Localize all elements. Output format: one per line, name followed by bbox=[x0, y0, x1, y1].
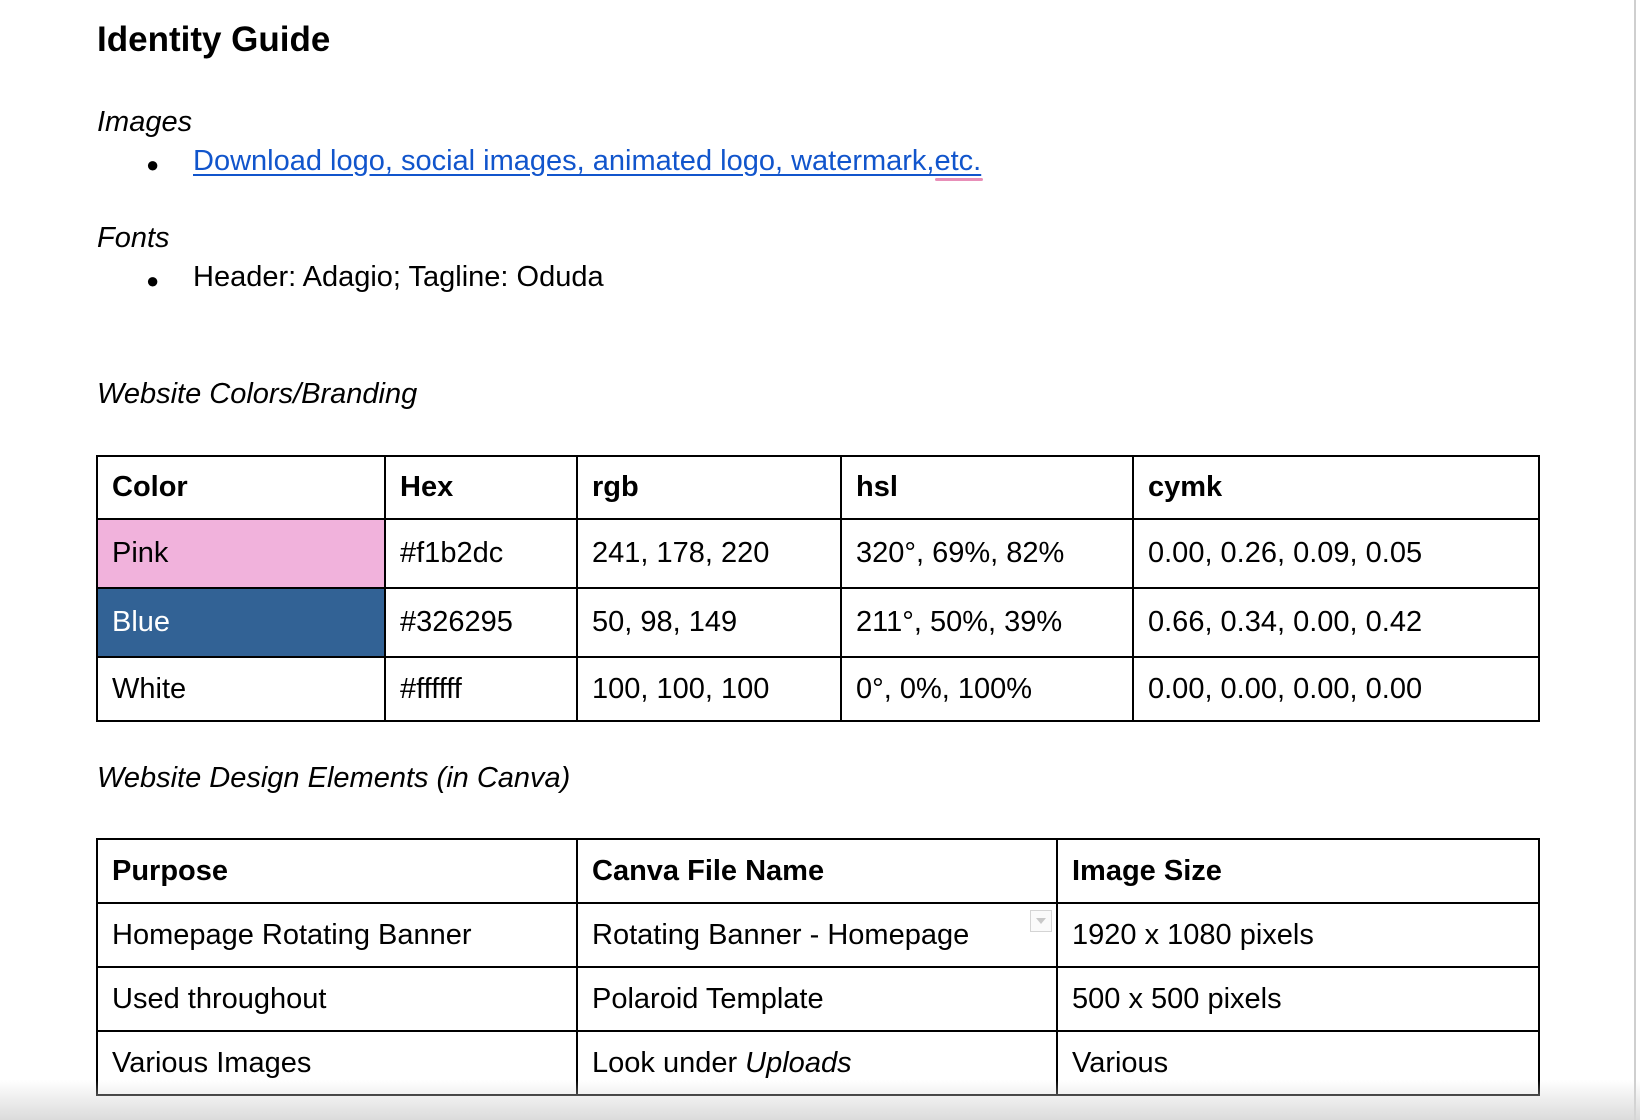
color-swatch-cell[interactable]: Blue bbox=[97, 588, 385, 657]
table-cell[interactable]: Various Images bbox=[97, 1031, 577, 1095]
table-row bbox=[97, 903, 1539, 967]
table-cell[interactable]: #326295 bbox=[385, 588, 577, 657]
header-cell[interactable]: Image Size bbox=[1057, 839, 1539, 903]
table-cell[interactable]: 0.66, 0.34, 0.00, 0.42 bbox=[1133, 588, 1539, 657]
table-row bbox=[97, 657, 1539, 721]
header-cell[interactable]: Canva File Name bbox=[577, 839, 1057, 903]
design-elements-table bbox=[96, 838, 1540, 1096]
colors-section-label: Website Colors/Branding bbox=[97, 378, 418, 410]
table-cell[interactable]: Polaroid Template bbox=[577, 967, 1057, 1031]
table-cell[interactable]: #ffffff bbox=[385, 657, 577, 721]
bullet-icon: ● bbox=[146, 152, 160, 177]
images-section-label: Images bbox=[97, 106, 193, 138]
table-cell[interactable]: 100, 100, 100 bbox=[577, 657, 841, 721]
spellcheck-underline bbox=[935, 178, 983, 181]
table-cell[interactable]: 50, 98, 149 bbox=[577, 588, 841, 657]
header-cell[interactable]: rgb bbox=[577, 456, 841, 519]
table-cell[interactable]: 241, 178, 220 bbox=[577, 519, 841, 588]
header-cell[interactable]: Color bbox=[97, 456, 385, 519]
table-cell[interactable]: Used throughout bbox=[97, 967, 577, 1031]
table-header-row bbox=[97, 456, 1539, 519]
table-cell[interactable]: Homepage Rotating Banner bbox=[97, 903, 577, 967]
bullet-icon: ● bbox=[146, 268, 160, 293]
header-cell[interactable]: cymk bbox=[1133, 456, 1539, 519]
fonts-list-item: Header: Adagio; Tagline: Oduda bbox=[193, 261, 604, 293]
header-cell[interactable]: Purpose bbox=[97, 839, 577, 903]
header-cell[interactable]: Hex bbox=[385, 456, 577, 519]
fonts-section-label: Fonts bbox=[97, 222, 170, 254]
table-cell[interactable]: Rotating Banner - Homepage bbox=[577, 903, 1057, 967]
table-cell[interactable]: 500 x 500 pixels bbox=[1057, 967, 1539, 1031]
header-cell[interactable]: hsl bbox=[841, 456, 1133, 519]
download-assets-link[interactable]: Download logo, social images, animated logo, watermark,etc. bbox=[193, 145, 982, 177]
table-cell[interactable]: 211°, 50%, 39% bbox=[841, 588, 1133, 657]
color-swatch-cell[interactable]: White bbox=[97, 657, 385, 721]
cell-dropdown-icon[interactable] bbox=[1030, 910, 1052, 932]
table-cell[interactable]: 0.00, 0.26, 0.09, 0.05 bbox=[1133, 519, 1539, 588]
table-row bbox=[97, 967, 1539, 1031]
document-title: Identity Guide bbox=[97, 20, 331, 59]
design-section-label: Website Design Elements (in Canva) bbox=[97, 762, 571, 794]
table-row bbox=[97, 588, 1539, 657]
colors-table bbox=[96, 455, 1540, 722]
table-cell[interactable]: Various bbox=[1057, 1031, 1539, 1095]
table-cell[interactable]: 1920 x 1080 pixels bbox=[1057, 903, 1539, 967]
table-cell[interactable]: #f1b2dc bbox=[385, 519, 577, 588]
table-row bbox=[97, 519, 1539, 588]
table-cell[interactable]: 0.00, 0.00, 0.00, 0.00 bbox=[1133, 657, 1539, 721]
bottom-shadow bbox=[0, 1080, 1640, 1120]
table-cell[interactable]: 320°, 69%, 82% bbox=[841, 519, 1133, 588]
color-swatch-cell[interactable]: Pink bbox=[97, 519, 385, 588]
table-header-row bbox=[97, 839, 1539, 903]
file-name-prefix: Look under bbox=[592, 1046, 746, 1079]
uploads-label: Uploads bbox=[745, 1046, 852, 1079]
table-cell[interactable]: 0°, 0%, 100% bbox=[841, 657, 1133, 721]
